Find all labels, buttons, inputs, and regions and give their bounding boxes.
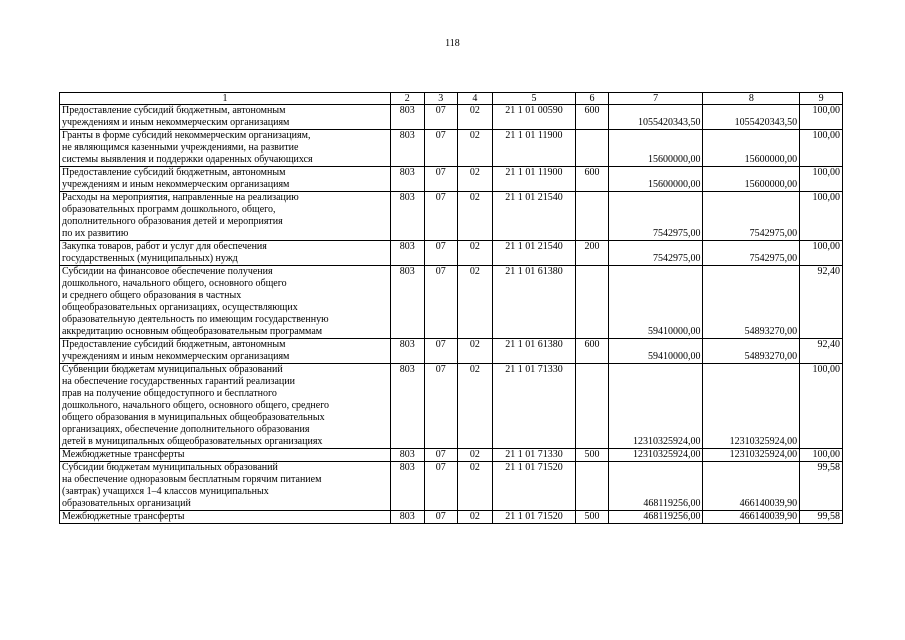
table-row [60, 105, 843, 130]
dept-code-cell: 803 [390, 462, 424, 511]
target-article-cell: 21 1 01 71520 [492, 511, 575, 524]
section-cell: 07 [424, 266, 458, 339]
section-cell: 07 [424, 449, 458, 462]
expense-name-line: Предоставление субсидий бюджетным, автономным [62, 339, 286, 350]
table-row [60, 449, 843, 462]
expense-name-cell [60, 192, 391, 241]
executed-amount-cell: 7542975,00 [703, 241, 800, 266]
table-row [60, 266, 843, 339]
subsection-cell: 02 [458, 339, 493, 364]
target-article-cell: 21 1 01 21540 [492, 192, 575, 241]
planned-amount-cell: 12310325924,00 [608, 449, 703, 462]
execution-percent-cell: 99,58 [800, 462, 843, 511]
expense-name-line: Предоставление субсидий бюджетным, автономным [62, 105, 286, 116]
col-header-5: 5 [492, 93, 575, 105]
subsection-cell: 02 [458, 449, 493, 462]
dept-code-cell: 803 [390, 364, 424, 449]
expense-name-line: образовательную деятельность по имеющим государственную [62, 314, 329, 325]
expense-name-line: (завтрак) учащихся 1–4 классов муниципальных [62, 486, 269, 497]
table-row [60, 241, 843, 266]
expense-name-cell [60, 449, 391, 462]
col-header-4: 4 [458, 93, 493, 105]
expense-name-cell [60, 266, 391, 339]
expense-name-line: детей в муниципальных общеобразовательных организациях [62, 436, 323, 447]
executed-amount-cell: 15600000,00 [703, 167, 800, 192]
executed-amount-cell: 15600000,00 [703, 130, 800, 167]
expense-name-line: прав на получение общедоступного и бесплатного [62, 388, 277, 399]
execution-percent-cell: 100,00 [800, 192, 843, 241]
section-cell: 07 [424, 192, 458, 241]
section-cell: 07 [424, 105, 458, 130]
subsection-cell: 02 [458, 511, 493, 524]
section-cell: 07 [424, 167, 458, 192]
executed-amount-cell: 54893270,00 [703, 266, 800, 339]
planned-amount-cell: 59410000,00 [608, 339, 703, 364]
expense-name-line: учреждениям и иным некоммерческим организациям [62, 351, 290, 362]
expense-name-cell [60, 511, 391, 524]
execution-percent-cell: 100,00 [800, 241, 843, 266]
subsection-cell: 02 [458, 241, 493, 266]
planned-amount-cell: 12310325924,00 [608, 364, 703, 449]
expense-type-cell: 200 [576, 241, 609, 266]
target-article-cell: 21 1 01 71330 [492, 364, 575, 449]
execution-percent-cell: 100,00 [800, 167, 843, 192]
expense-type-cell: 500 [576, 449, 609, 462]
expense-name-cell [60, 462, 391, 511]
execution-percent-cell: 100,00 [800, 130, 843, 167]
expense-type-cell [576, 364, 609, 449]
expense-name-line: общего образования в муниципальных общеобразовательных [62, 412, 325, 423]
section-cell: 07 [424, 241, 458, 266]
expense-name-line: образовательных организаций [62, 498, 191, 509]
subsection-cell: 02 [458, 130, 493, 167]
dept-code-cell: 803 [390, 339, 424, 364]
dept-code-cell: 803 [390, 167, 424, 192]
subsection-cell: 02 [458, 105, 493, 130]
target-article-cell: 21 1 01 71330 [492, 449, 575, 462]
expense-type-cell: 600 [576, 105, 609, 130]
expense-name-cell [60, 130, 391, 167]
table-row [60, 167, 843, 192]
expense-name-line: системы выявления и поддержки одаренных обучающихся [62, 154, 313, 165]
executed-amount-cell: 7542975,00 [703, 192, 800, 241]
dept-code-cell: 803 [390, 511, 424, 524]
planned-amount-cell: 15600000,00 [608, 130, 703, 167]
subsection-cell: 02 [458, 462, 493, 511]
expense-name-line: Закупка товаров, работ и услуг для обеспечения [62, 241, 267, 252]
executed-amount-cell: 1055420343,50 [703, 105, 800, 130]
expense-type-cell: 600 [576, 167, 609, 192]
table-row [60, 462, 843, 511]
col-header-8: 8 [703, 93, 800, 105]
target-article-cell: 21 1 01 61380 [492, 266, 575, 339]
expense-name-cell [60, 167, 391, 192]
expense-name-line: образовательных программ дошкольного, общего, [62, 204, 276, 215]
col-header-6: 6 [576, 93, 609, 105]
expense-name-cell [60, 241, 391, 266]
executed-amount-cell: 12310325924,00 [703, 364, 800, 449]
dept-code-cell: 803 [390, 266, 424, 339]
section-cell: 07 [424, 462, 458, 511]
planned-amount-cell: 15600000,00 [608, 167, 703, 192]
section-cell: 07 [424, 511, 458, 524]
expense-name-line: Межбюджетные трансферты [62, 511, 185, 522]
table-row [60, 511, 843, 524]
expense-name-line: дополнительного образования детей и мероприятия [62, 216, 283, 227]
expense-name-line: учреждениям и иным некоммерческим организациям [62, 117, 290, 128]
execution-percent-cell: 100,00 [800, 364, 843, 449]
table-row [60, 192, 843, 241]
expense-name-cell [60, 105, 391, 130]
expense-type-cell [576, 130, 609, 167]
target-article-cell: 21 1 01 11900 [492, 167, 575, 192]
expense-name-line: на обеспечение одноразовым бесплатным горячим питанием [62, 474, 322, 485]
planned-amount-cell: 468119256,00 [608, 511, 703, 524]
expense-name-line: не являющимся казенными учреждениями, на развитие [62, 142, 299, 153]
dept-code-cell: 803 [390, 105, 424, 130]
execution-percent-cell: 92,40 [800, 266, 843, 339]
col-header-3: 3 [424, 93, 458, 105]
expense-name-line: учреждениям и иным некоммерческим организациям [62, 179, 290, 190]
expense-name-line: общеобразовательных организациях, осуществляющих [62, 302, 298, 313]
expense-name-line: и среднего общего образования в частных [62, 290, 242, 301]
col-header-9: 9 [800, 93, 843, 105]
expense-type-cell: 600 [576, 339, 609, 364]
expense-name-cell [60, 364, 391, 449]
target-article-cell: 21 1 01 21540 [492, 241, 575, 266]
dept-code-cell: 803 [390, 192, 424, 241]
expense-name-line: дошкольного, начального общего, основного общего, среднего [62, 400, 330, 411]
expense-type-cell: 500 [576, 511, 609, 524]
target-article-cell: 21 1 01 11900 [492, 130, 575, 167]
expense-type-cell [576, 462, 609, 511]
execution-percent-cell: 100,00 [800, 449, 843, 462]
expense-name-line: Субвенции бюджетам муниципальных образований [62, 364, 283, 375]
subsection-cell: 02 [458, 266, 493, 339]
expense-name-line: дошкольного, начального общего, основного общего [62, 278, 287, 289]
planned-amount-cell: 468119256,00 [608, 462, 703, 511]
expense-name-line: Субсидии бюджетам муниципальных образований [62, 462, 278, 473]
table-row [60, 339, 843, 364]
section-cell: 07 [424, 364, 458, 449]
expense-name-line: по их развитию [62, 228, 129, 239]
expense-name-cell [60, 339, 391, 364]
planned-amount-cell: 1055420343,50 [608, 105, 703, 130]
expense-name-line: на обеспечение государственных гарантий реализации [62, 376, 295, 387]
expense-name-line: аккредитацию основным общеобразовательным программам [62, 326, 323, 337]
subsection-cell: 02 [458, 192, 493, 241]
subsection-cell: 02 [458, 167, 493, 192]
executed-amount-cell: 12310325924,00 [703, 449, 800, 462]
dept-code-cell: 803 [390, 449, 424, 462]
expense-name-line: Расходы на мероприятия, направленные на реализацию [62, 192, 299, 203]
section-cell: 07 [424, 130, 458, 167]
budget-table [59, 92, 843, 524]
expense-type-cell [576, 266, 609, 339]
col-header-2: 2 [390, 93, 424, 105]
execution-percent-cell: 92,40 [800, 339, 843, 364]
target-article-cell: 21 1 01 61380 [492, 339, 575, 364]
target-article-cell: 21 1 01 71520 [492, 462, 575, 511]
table-row [60, 130, 843, 167]
executed-amount-cell: 54893270,00 [703, 339, 800, 364]
page-number: 118 [445, 38, 460, 49]
expense-name-line: Гранты в форме субсидий некоммерческим организациям, [62, 130, 311, 141]
execution-percent-cell: 99,58 [800, 511, 843, 524]
executed-amount-cell: 466140039,90 [703, 511, 800, 524]
table-row [60, 364, 843, 449]
planned-amount-cell: 7542975,00 [608, 241, 703, 266]
expense-name-line: Субсидии на финансовое обеспечение получения [62, 266, 273, 277]
header-row [60, 93, 843, 105]
col-header-1: 1 [60, 93, 391, 105]
expense-name-line: Предоставление субсидий бюджетным, автономным [62, 167, 286, 178]
target-article-cell: 21 1 01 00590 [492, 105, 575, 130]
subsection-cell: 02 [458, 364, 493, 449]
section-cell: 07 [424, 339, 458, 364]
executed-amount-cell: 466140039,90 [703, 462, 800, 511]
dept-code-cell: 803 [390, 241, 424, 266]
expense-type-cell [576, 192, 609, 241]
expense-name-line: Межбюджетные трансферты [62, 449, 185, 460]
col-header-7: 7 [608, 93, 703, 105]
expense-name-line: государственных (муниципальных) нужд [62, 253, 238, 264]
dept-code-cell: 803 [390, 130, 424, 167]
execution-percent-cell: 100,00 [800, 105, 843, 130]
planned-amount-cell: 7542975,00 [608, 192, 703, 241]
expense-name-line: организациях, обеспечение дополнительного образования [62, 424, 310, 435]
planned-amount-cell: 59410000,00 [608, 266, 703, 339]
